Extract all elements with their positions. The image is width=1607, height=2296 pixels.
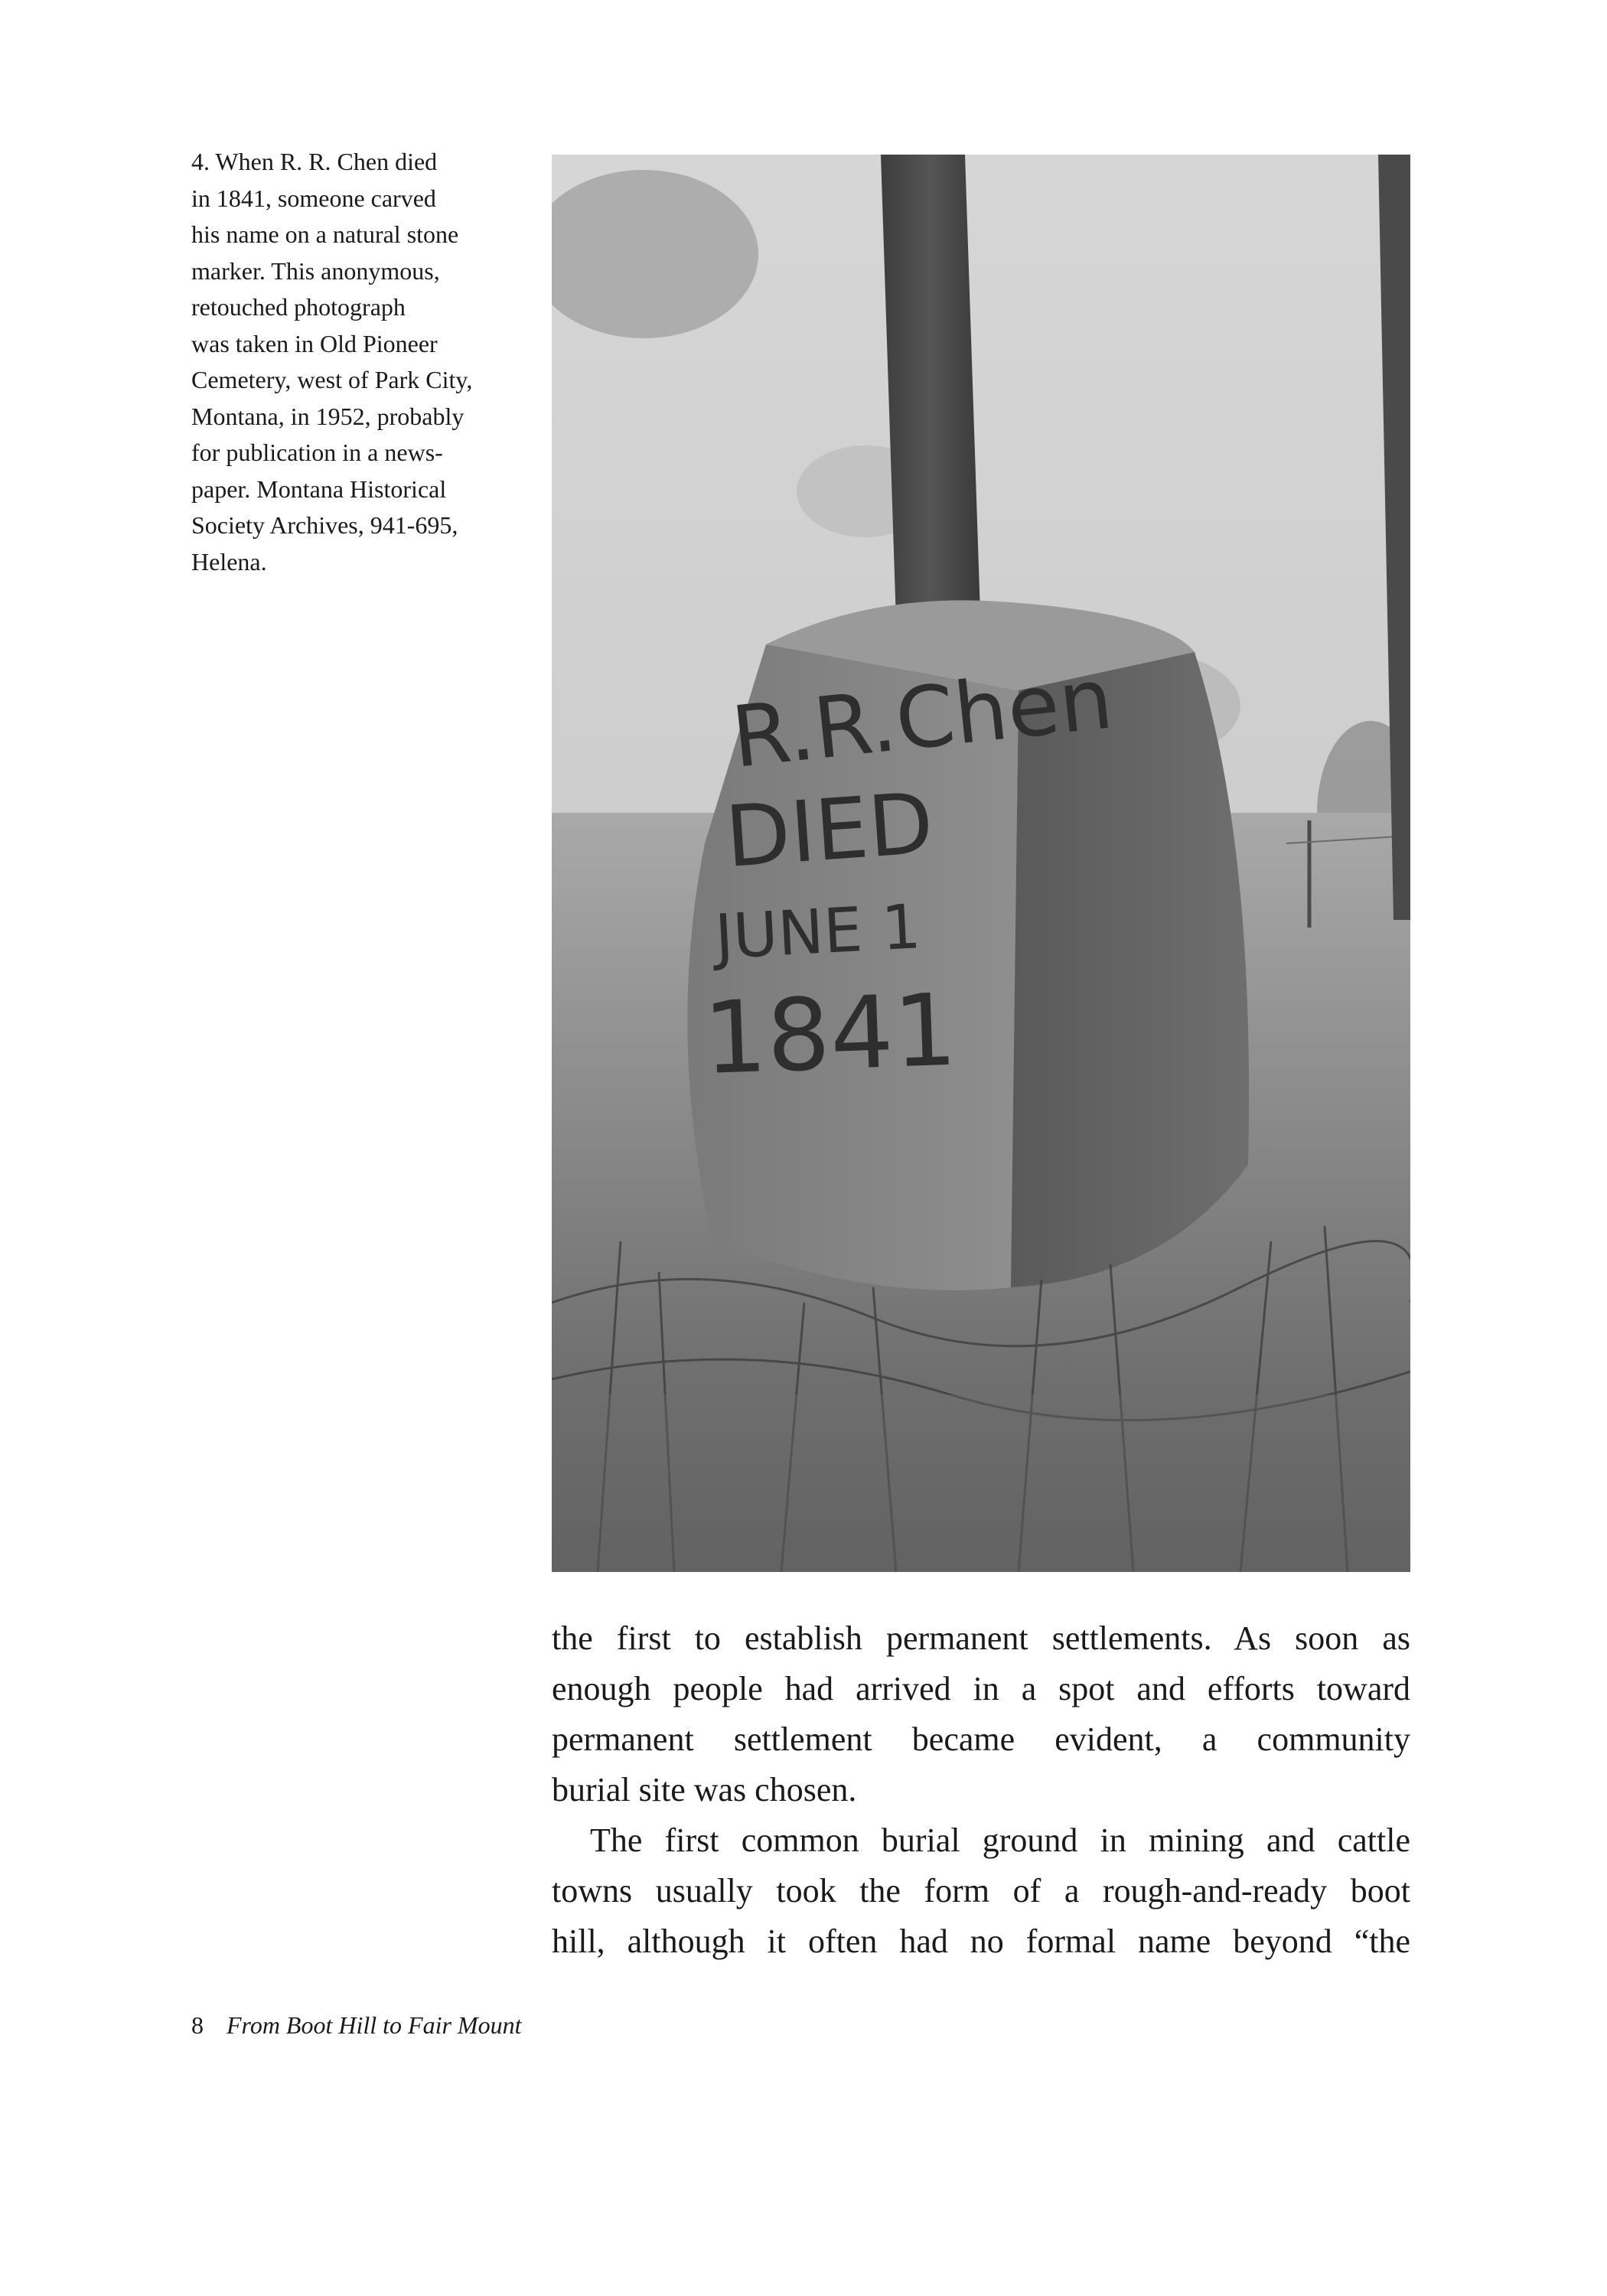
- figure-caption: [191, 144, 520, 580]
- caption-line: Cemetery, west of Park City,: [191, 366, 473, 393]
- inscription-line: R.R.Chen: [727, 649, 1117, 787]
- gravestone-photograph: [552, 155, 1410, 1572]
- inscription-line: JUNE 1: [713, 891, 923, 973]
- inscription-line: DIED: [722, 774, 937, 886]
- caption-line: Society Archives, 941-695,: [191, 511, 458, 539]
- caption-line: marker. This anonymous,: [191, 256, 440, 285]
- body-line: towns usually took the form of a rough-and-ready boot: [552, 1872, 1410, 1910]
- inscription-line: 1841: [701, 971, 959, 1097]
- caption-line: Montana, in 1952, probably: [191, 402, 464, 430]
- caption-line: Helena.: [191, 547, 267, 576]
- body-line: The first common burial ground in mining and cattle: [590, 1821, 1410, 1859]
- caption-line: his name on a natural stone: [191, 220, 459, 248]
- caption-line: was taken in Old Pioneer: [191, 329, 438, 357]
- body-line: hill, although it often had no formal name beyond “the: [552, 1923, 1410, 1960]
- caption-line: retouched photograph: [191, 293, 406, 321]
- caption-line: paper. Montana Historical: [191, 475, 447, 503]
- caption-line: for publication in a news-: [191, 439, 443, 466]
- caption-line: in 1841, someone carved: [191, 184, 436, 212]
- running-title: From Boot Hill to Fair Mount: [227, 2011, 522, 2039]
- tree-trunk: [881, 155, 980, 621]
- body-line: permanent settlement became evident, a community: [552, 1720, 1410, 1758]
- page-number: 8: [191, 2011, 204, 2039]
- body-text: [552, 1613, 1410, 1967]
- page-footer: [191, 2010, 521, 2040]
- body-line: enough people had arrived in a spot and efforts toward: [552, 1670, 1410, 1707]
- body-line: the first to establish permanent settlements. As soon as: [552, 1619, 1410, 1657]
- body-line: burial site was chosen.: [552, 1771, 857, 1808]
- caption-line: 4. When R. R. Chen died: [191, 148, 438, 175]
